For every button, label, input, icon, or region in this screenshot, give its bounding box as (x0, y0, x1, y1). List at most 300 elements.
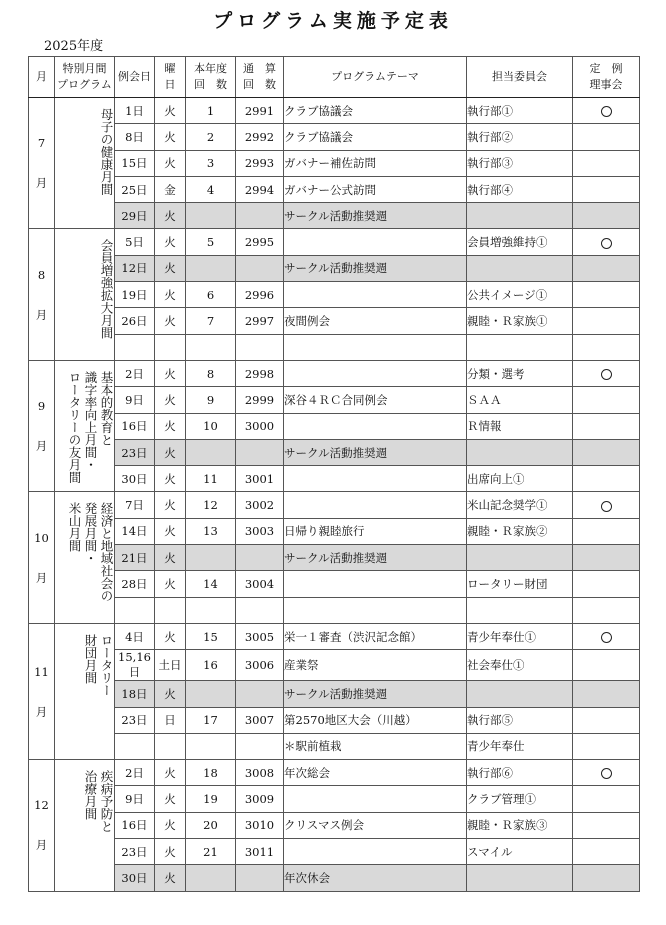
committee-in-charge: 執行部③ (467, 150, 573, 176)
committee-in-charge: ＳＡＡ (467, 387, 573, 413)
schedule-row (29, 865, 640, 891)
committee-in-charge: 会員増強維持① (467, 229, 573, 255)
special-month-program (55, 492, 115, 623)
cumulative-count: 3008 (236, 760, 284, 786)
month-label-text: 12 (34, 798, 49, 813)
schedule-row (29, 150, 640, 176)
annual-count: 4 (186, 176, 236, 202)
cumulative-count: 2992 (236, 124, 284, 150)
cumulative-count: 3005 (236, 623, 284, 649)
cumulative-count (236, 545, 284, 571)
meeting-weekday: 火 (155, 681, 186, 707)
annual-count: 10 (186, 413, 236, 439)
cumulative-count: 2999 (236, 387, 284, 413)
cumulative-count: 3001 (236, 466, 284, 492)
meeting-date: 4日 (115, 623, 155, 649)
program-theme: クラブ協議会 (284, 98, 467, 124)
month-label (29, 360, 55, 491)
annual-count: 15 (186, 623, 236, 649)
meeting-date: 23日 (115, 839, 155, 865)
annual-count (186, 865, 236, 891)
special-month-line: 米山月間 (67, 502, 82, 553)
board-meeting-cell (573, 707, 640, 733)
schedule-row (29, 545, 640, 571)
special-month-program (55, 98, 115, 229)
cumulative-count: 2995 (236, 229, 284, 255)
committee-in-charge: クラブ管理① (467, 786, 573, 812)
meeting-date: 23日 (115, 439, 155, 465)
schedule-body (29, 98, 640, 892)
committee-in-charge (467, 545, 573, 571)
board-meeting-cell (573, 650, 640, 681)
schedule-row (29, 707, 640, 733)
board-meeting-cell (573, 150, 640, 176)
month-label-text: 月 (35, 704, 48, 719)
schedule-table (28, 56, 640, 892)
cumulative-count (236, 439, 284, 465)
annual-count: 16 (186, 650, 236, 681)
cumulative-count (236, 255, 284, 281)
meeting-weekday: 土日 (155, 650, 186, 681)
header-committee: 担当委員会 (467, 57, 573, 98)
committee-in-charge (467, 865, 573, 891)
board-meeting-cell (573, 255, 640, 281)
meeting-date: 18日 (115, 681, 155, 707)
schedule-row (29, 812, 640, 838)
program-theme: ガバナー公式訪問 (284, 176, 467, 202)
schedule-row (29, 308, 640, 334)
schedule-row (29, 786, 640, 812)
cumulative-count: 3003 (236, 518, 284, 544)
board-meeting-cell (573, 124, 640, 150)
program-theme: 栄一１審査（渋沢記念館） (284, 623, 467, 649)
cumulative-count: 2993 (236, 150, 284, 176)
board-meeting-cell (573, 203, 640, 229)
committee-in-charge: Ｒ情報 (467, 413, 573, 439)
schedule-row (29, 518, 640, 544)
special-month-line: ロータリーの友月間 (67, 370, 82, 484)
annual-count: 3 (186, 150, 236, 176)
meeting-date: 26日 (115, 308, 155, 334)
special-month-line: 基本的教育と (99, 370, 114, 446)
header-theme: プログラムテーマ (284, 57, 467, 98)
cumulative-count: 2991 (236, 98, 284, 124)
meeting-date: 30日 (115, 466, 155, 492)
program-theme (284, 466, 467, 492)
program-theme (284, 360, 467, 386)
schedule-row (29, 597, 640, 623)
meeting-date: 21日 (115, 545, 155, 571)
committee-in-charge: 執行部② (467, 124, 573, 150)
schedule-row (29, 282, 640, 308)
meeting-weekday: 火 (155, 839, 186, 865)
board-meeting-cell (573, 492, 640, 518)
schedule-row (29, 124, 640, 150)
annual-count (186, 439, 236, 465)
schedule-row (29, 360, 640, 386)
schedule-row (29, 334, 640, 360)
program-theme: サークル活動推奨週 (284, 203, 467, 229)
program-theme: 産業祭 (284, 650, 467, 681)
program-theme: ガバナー補佐訪問 (284, 150, 467, 176)
schedule-row (29, 650, 640, 681)
meeting-date: 14日 (115, 518, 155, 544)
program-theme (284, 229, 467, 255)
schedule-row (29, 413, 640, 439)
schedule-row (29, 387, 640, 413)
annual-count: 1 (186, 98, 236, 124)
special-month-program (55, 360, 115, 491)
committee-in-charge: 親睦・Ｒ家族② (467, 518, 573, 544)
header-special: 特別月間 プログラム (55, 57, 115, 98)
board-meeting-cell (573, 545, 640, 571)
committee-in-charge (467, 681, 573, 707)
committee-in-charge: 親睦・Ｒ家族① (467, 308, 573, 334)
special-month-text (55, 239, 114, 339)
annual-count (186, 597, 236, 623)
special-month-line: 疾病予防と (99, 770, 114, 833)
cumulative-count (236, 681, 284, 707)
cumulative-count: 3004 (236, 571, 284, 597)
board-meeting-mark (601, 238, 612, 249)
meeting-date (115, 597, 155, 623)
board-meeting-cell (573, 681, 640, 707)
board-meeting-cell (573, 308, 640, 334)
special-month-line: 会員増強拡大月間 (99, 239, 114, 340)
meeting-weekday: 火 (155, 229, 186, 255)
program-theme: 第2570地区大会（川越） (284, 707, 467, 733)
meeting-weekday: 火 (155, 492, 186, 518)
special-month-line: 発展月間・ (83, 502, 98, 565)
annual-count (186, 681, 236, 707)
program-theme: 年次総会 (284, 760, 467, 786)
annual-count: 2 (186, 124, 236, 150)
program-theme (284, 413, 467, 439)
program-theme: サークル活動推奨週 (284, 545, 467, 571)
meeting-date: 19日 (115, 282, 155, 308)
program-theme (284, 839, 467, 865)
month-label (29, 229, 55, 360)
board-meeting-cell (573, 176, 640, 202)
cumulative-count: 3006 (236, 650, 284, 681)
meeting-weekday (155, 334, 186, 360)
board-meeting-mark (601, 369, 612, 380)
cumulative-count (236, 597, 284, 623)
program-theme: クリスマス例会 (284, 812, 467, 838)
board-meeting-cell (573, 571, 640, 597)
schedule-row (29, 571, 640, 597)
annual-count (186, 545, 236, 571)
board-meeting-cell (573, 360, 640, 386)
meeting-date: 9日 (115, 786, 155, 812)
schedule-row (29, 176, 640, 202)
annual-count: 8 (186, 360, 236, 386)
annual-count: 12 (186, 492, 236, 518)
month-label-text: 月 (35, 838, 48, 853)
committee-in-charge: 執行部④ (467, 176, 573, 202)
cumulative-count: 3007 (236, 707, 284, 733)
board-meeting-mark (601, 501, 612, 512)
meeting-weekday: 火 (155, 255, 186, 281)
committee-in-charge (467, 334, 573, 360)
meeting-date: 23日 (115, 707, 155, 733)
month-label-text: 月 (35, 570, 48, 585)
committee-in-charge (467, 255, 573, 281)
program-theme (284, 571, 467, 597)
board-meeting-cell (573, 760, 640, 786)
month-label (29, 760, 55, 891)
meeting-date (115, 334, 155, 360)
committee-in-charge: 青少年奉仕① (467, 623, 573, 649)
meeting-weekday: 火 (155, 466, 186, 492)
meeting-date: 15,16日 (115, 650, 155, 681)
meeting-weekday: 火 (155, 865, 186, 891)
schedule-row (29, 492, 640, 518)
board-meeting-cell (573, 466, 640, 492)
annual-count: 19 (186, 786, 236, 812)
program-theme: サークル活動推奨週 (284, 439, 467, 465)
special-month-text (55, 371, 114, 484)
special-month-line: 経済と地域社会の (99, 502, 114, 603)
program-theme: ＊駅前植栽 (284, 733, 467, 759)
meeting-weekday: 火 (155, 203, 186, 229)
schedule-row (29, 760, 640, 786)
cumulative-count: 3002 (236, 492, 284, 518)
header-count: 本年度 回 数 (186, 57, 236, 98)
meeting-weekday: 火 (155, 571, 186, 597)
header-date: 例会日 (115, 57, 155, 98)
header-total: 通 算 回 数 (236, 57, 284, 98)
meeting-weekday: 火 (155, 623, 186, 649)
annual-count: 17 (186, 707, 236, 733)
board-meeting-cell (573, 518, 640, 544)
meeting-date: 5日 (115, 229, 155, 255)
cumulative-count: 2998 (236, 360, 284, 386)
special-month-text (55, 502, 114, 602)
board-meeting-cell (573, 413, 640, 439)
schedule-row (29, 439, 640, 465)
program-theme (284, 597, 467, 623)
header-board: 定 例 理事会 (573, 57, 640, 98)
program-theme (284, 786, 467, 812)
annual-count: 21 (186, 839, 236, 865)
meeting-weekday: 火 (155, 518, 186, 544)
special-month-text (55, 770, 114, 833)
meeting-date: 8日 (115, 124, 155, 150)
month-label-text: 月 (35, 307, 48, 322)
annual-count: 14 (186, 571, 236, 597)
special-month-line: 母子の健康月間 (99, 108, 114, 196)
annual-count (186, 203, 236, 229)
special-month-program (55, 760, 115, 891)
committee-in-charge: 執行部① (467, 98, 573, 124)
program-theme: サークル活動推奨週 (284, 681, 467, 707)
cumulative-count (236, 865, 284, 891)
meeting-weekday: 火 (155, 812, 186, 838)
program-theme: サークル活動推奨週 (284, 255, 467, 281)
meeting-weekday: 火 (155, 360, 186, 386)
meeting-date: 7日 (115, 492, 155, 518)
cumulative-count (236, 334, 284, 360)
cumulative-count (236, 733, 284, 759)
program-theme (284, 334, 467, 360)
meeting-date: 25日 (115, 176, 155, 202)
special-month-line: 治療月間 (83, 770, 98, 821)
cumulative-count: 3010 (236, 812, 284, 838)
schedule-row (29, 623, 640, 649)
schedule-row (29, 733, 640, 759)
month-label-text: 10 (34, 530, 49, 545)
special-month-line: 識字率向上月間・ (83, 370, 98, 471)
meeting-weekday: 火 (155, 98, 186, 124)
board-meeting-cell (573, 623, 640, 649)
meeting-date: 1日 (115, 98, 155, 124)
program-theme: 年次休会 (284, 865, 467, 891)
month-label-text: 9 (37, 399, 46, 414)
special-month-line: 財団月間 (83, 633, 98, 684)
special-month-program (55, 229, 115, 360)
committee-in-charge: 分類・選考 (467, 360, 573, 386)
cumulative-count: 2997 (236, 308, 284, 334)
committee-in-charge (467, 203, 573, 229)
month-label-text: 月 (35, 439, 48, 454)
document-title: プログラム実施予定表 (213, 10, 453, 32)
month-label (29, 623, 55, 759)
meeting-date: 2日 (115, 360, 155, 386)
program-theme: クラブ協議会 (284, 124, 467, 150)
schedule-row (29, 466, 640, 492)
committee-in-charge: 青少年奉仕 (467, 733, 573, 759)
board-meeting-cell (573, 229, 640, 255)
meeting-weekday: 火 (155, 308, 186, 334)
annual-count (186, 255, 236, 281)
special-month-line: ロータリー (99, 633, 114, 697)
board-meeting-cell (573, 733, 640, 759)
meeting-date: 2日 (115, 760, 155, 786)
month-label (29, 492, 55, 623)
meeting-weekday (155, 733, 186, 759)
annual-count: 7 (186, 308, 236, 334)
program-theme: 夜間例会 (284, 308, 467, 334)
cumulative-count: 3011 (236, 839, 284, 865)
program-theme: 日帰り親睦旅行 (284, 518, 467, 544)
schedule-row (29, 203, 640, 229)
cumulative-count: 2996 (236, 282, 284, 308)
meeting-date (115, 733, 155, 759)
meeting-weekday (155, 597, 186, 623)
schedule-row (29, 229, 640, 255)
board-meeting-cell (573, 334, 640, 360)
month-label (29, 98, 55, 229)
committee-in-charge: ロータリー財団 (467, 571, 573, 597)
schedule-row (29, 681, 640, 707)
board-meeting-cell (573, 786, 640, 812)
program-theme (284, 492, 467, 518)
meeting-weekday: 火 (155, 387, 186, 413)
committee-in-charge (467, 597, 573, 623)
meeting-weekday: 火 (155, 124, 186, 150)
committee-in-charge: 執行部⑥ (467, 760, 573, 786)
special-month-program (55, 623, 115, 759)
board-meeting-cell (573, 865, 640, 891)
program-theme: 深谷４ＲＣ合同例会 (284, 387, 467, 413)
board-meeting-cell (573, 597, 640, 623)
meeting-weekday: 日 (155, 707, 186, 733)
committee-in-charge: 親睦・Ｒ家族③ (467, 812, 573, 838)
annual-count: 9 (186, 387, 236, 413)
schedule-row (29, 839, 640, 865)
committee-in-charge (467, 439, 573, 465)
cumulative-count: 3000 (236, 413, 284, 439)
annual-count (186, 334, 236, 360)
committee-in-charge: 出席向上① (467, 466, 573, 492)
board-meeting-cell (573, 812, 640, 838)
board-meeting-cell (573, 98, 640, 124)
meeting-date: 9日 (115, 387, 155, 413)
meeting-weekday: 火 (155, 760, 186, 786)
meeting-weekday: 火 (155, 786, 186, 812)
schedule-row (29, 255, 640, 281)
month-label-text: 7 (37, 136, 46, 151)
meeting-weekday: 火 (155, 545, 186, 571)
special-month-text (55, 108, 114, 196)
cumulative-count (236, 203, 284, 229)
header-weekday: 曜 日 (155, 57, 186, 98)
board-meeting-mark (601, 106, 612, 117)
month-label-text: 月 (35, 176, 48, 191)
board-meeting-cell (573, 439, 640, 465)
committee-in-charge: 社会奉仕① (467, 650, 573, 681)
committee-in-charge: 公共イメージ① (467, 282, 573, 308)
meeting-date: 15日 (115, 150, 155, 176)
meeting-weekday: 火 (155, 439, 186, 465)
fiscal-year: 2025年度 (44, 39, 104, 54)
special-month-text (55, 634, 114, 697)
meeting-weekday: 火 (155, 413, 186, 439)
board-meeting-cell (573, 282, 640, 308)
meeting-date: 30日 (115, 865, 155, 891)
meeting-date: 16日 (115, 812, 155, 838)
annual-count (186, 733, 236, 759)
cumulative-count: 3009 (236, 786, 284, 812)
committee-in-charge: 米山記念奨学① (467, 492, 573, 518)
board-meeting-cell (573, 387, 640, 413)
cumulative-count: 2994 (236, 176, 284, 202)
committee-in-charge: スマイル (467, 839, 573, 865)
committee-in-charge: 執行部⑤ (467, 707, 573, 733)
board-meeting-mark (601, 768, 612, 779)
annual-count: 20 (186, 812, 236, 838)
meeting-date: 16日 (115, 413, 155, 439)
header-row (29, 57, 640, 98)
board-meeting-cell (573, 839, 640, 865)
board-meeting-mark (601, 632, 612, 643)
meeting-weekday: 火 (155, 150, 186, 176)
meeting-date: 12日 (115, 255, 155, 281)
annual-count: 11 (186, 466, 236, 492)
header-month: 月 (29, 57, 55, 98)
month-label-text: 11 (34, 664, 49, 679)
program-theme (284, 282, 467, 308)
schedule-row (29, 98, 640, 124)
meeting-date: 28日 (115, 571, 155, 597)
month-label-text: 8 (37, 267, 46, 282)
meeting-weekday: 金 (155, 176, 186, 202)
annual-count: 5 (186, 229, 236, 255)
meeting-weekday: 火 (155, 282, 186, 308)
meeting-date: 29日 (115, 203, 155, 229)
annual-count: 13 (186, 518, 236, 544)
